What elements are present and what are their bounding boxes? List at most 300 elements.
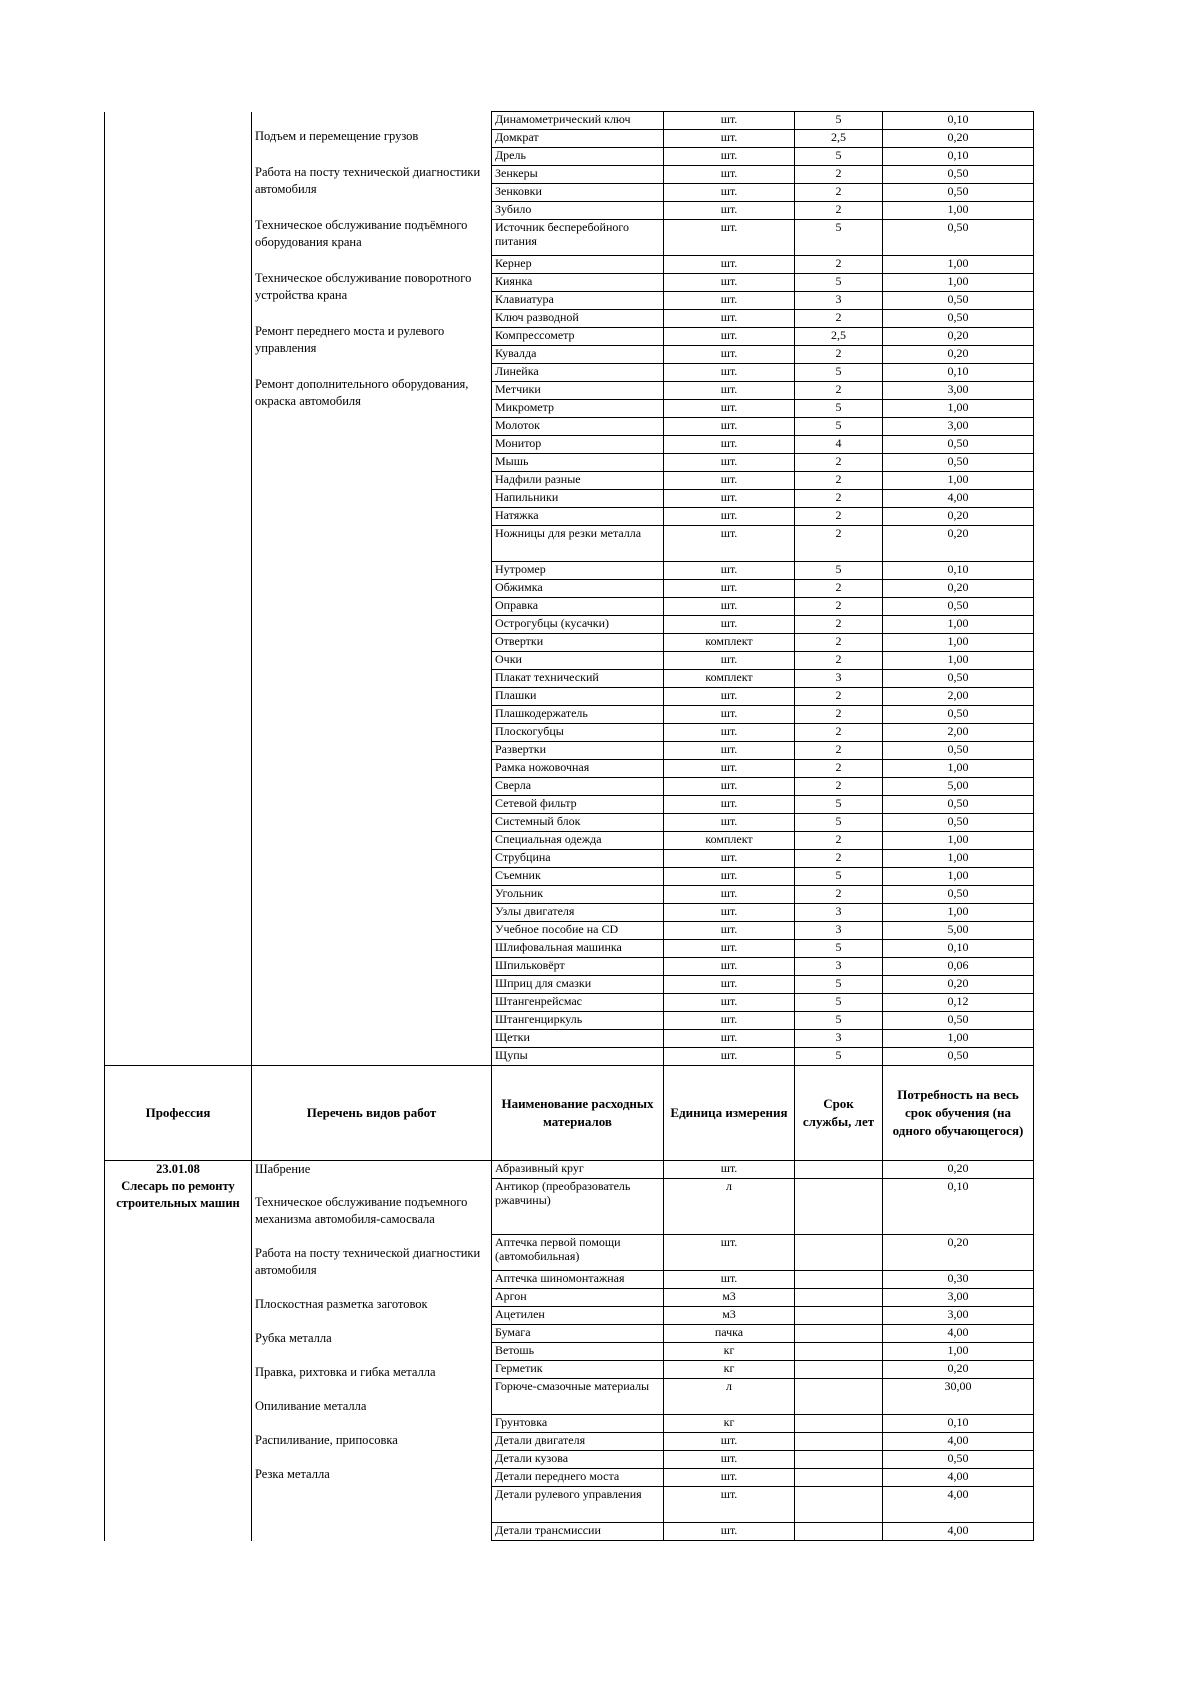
- item-life: 2: [795, 166, 883, 184]
- item-need: 0,10: [883, 1415, 1034, 1433]
- item-need: 1,00: [883, 256, 1034, 274]
- work-type-item: Опиливание металла: [255, 1399, 367, 1413]
- item-need: 0,50: [883, 1012, 1034, 1030]
- item-unit: шт.: [664, 508, 795, 526]
- item-need: 0,20: [883, 328, 1034, 346]
- item-need: 0,50: [883, 292, 1034, 310]
- item-need: 0,50: [883, 1451, 1034, 1469]
- item-unit: комплект: [664, 832, 795, 850]
- item-life: [795, 1289, 883, 1307]
- item-unit: комплект: [664, 634, 795, 652]
- item-life: 3: [795, 1030, 883, 1048]
- item-life: [795, 1179, 883, 1235]
- item-need: 1,00: [883, 850, 1034, 868]
- item-unit: шт.: [664, 814, 795, 832]
- work-type-item: Техническое обслуживание подъёмного оборудования крана: [255, 217, 468, 249]
- item-unit: шт.: [664, 940, 795, 958]
- item-life: [795, 1361, 883, 1379]
- document-page: [104, 111, 1033, 1541]
- item-name: Домкрат: [492, 130, 664, 148]
- item-need: 3,00: [883, 1289, 1034, 1307]
- item-need: 4,00: [883, 1523, 1034, 1541]
- item-need: 0,10: [883, 940, 1034, 958]
- item-life: 2: [795, 688, 883, 706]
- item-unit: шт.: [664, 328, 795, 346]
- item-life: 2: [795, 598, 883, 616]
- work-type-item: Резка металла: [255, 1467, 330, 1481]
- item-name: Системный блок: [492, 814, 664, 832]
- item-life: 5: [795, 220, 883, 256]
- item-need: 1,00: [883, 1030, 1034, 1048]
- item-name: Детали переднего моста: [492, 1469, 664, 1487]
- item-name: Ножницы для резки металла: [492, 526, 664, 562]
- header-unit: Единица измерения: [664, 1066, 795, 1161]
- item-need: 3,00: [883, 382, 1034, 400]
- item-need: 1,00: [883, 202, 1034, 220]
- item-name: Развертки: [492, 742, 664, 760]
- item-life: [795, 1379, 883, 1415]
- work-type-item: Ремонт переднего моста и рулевого управления: [255, 323, 445, 355]
- item-name: Горюче-смазочные материалы: [492, 1379, 664, 1415]
- item-need: 1,00: [883, 274, 1034, 292]
- item-life: 2: [795, 724, 883, 742]
- item-unit: кг: [664, 1415, 795, 1433]
- work-type-item: Шабрение: [255, 1162, 311, 1176]
- item-need: 0,50: [883, 670, 1034, 688]
- item-unit: шт.: [664, 472, 795, 490]
- item-need: 0,06: [883, 958, 1034, 976]
- item-need: 0,50: [883, 1048, 1034, 1066]
- work-type-item: Работа на посту технической диагностики автомобиля: [255, 164, 481, 196]
- item-unit: шт.: [664, 760, 795, 778]
- item-need: 0,50: [883, 436, 1034, 454]
- item-need: 1,00: [883, 400, 1034, 418]
- item-life: 5: [795, 112, 883, 130]
- item-life: 5: [795, 976, 883, 994]
- item-life: 3: [795, 670, 883, 688]
- item-life: [795, 1415, 883, 1433]
- item-life: 2: [795, 256, 883, 274]
- item-unit: шт.: [664, 1271, 795, 1289]
- item-name: Обжимка: [492, 580, 664, 598]
- item-need: 0,12: [883, 994, 1034, 1012]
- item-unit: шт.: [664, 904, 795, 922]
- item-life: 3: [795, 958, 883, 976]
- item-life: 2: [795, 454, 883, 472]
- item-name: Штангенрейсмас: [492, 994, 664, 1012]
- item-life: [795, 1343, 883, 1361]
- item-life: [795, 1161, 883, 1179]
- item-need: 0,50: [883, 166, 1034, 184]
- item-life: 5: [795, 1012, 883, 1030]
- item-name: Шлифовальная машинка: [492, 940, 664, 958]
- item-name: Щупы: [492, 1048, 664, 1066]
- item-unit: шт.: [664, 274, 795, 292]
- item-name: Детали трансмиссии: [492, 1523, 664, 1541]
- header-life: Срок службы, лет: [795, 1066, 883, 1161]
- item-life: 5: [795, 418, 883, 436]
- item-name: Кернер: [492, 256, 664, 274]
- item-name: Зенкеры: [492, 166, 664, 184]
- item-unit: шт.: [664, 1451, 795, 1469]
- item-need: 2,00: [883, 688, 1034, 706]
- item-need: 0,20: [883, 580, 1034, 598]
- item-name: Сверла: [492, 778, 664, 796]
- item-name: Антикор (преобразователь ржавчины): [492, 1179, 664, 1235]
- item-need: 0,10: [883, 1179, 1034, 1235]
- item-name: Щетки: [492, 1030, 664, 1048]
- item-need: 0,20: [883, 1235, 1034, 1271]
- item-unit: шт.: [664, 1161, 795, 1179]
- item-life: 2: [795, 310, 883, 328]
- item-life: 5: [795, 364, 883, 382]
- item-unit: шт.: [664, 454, 795, 472]
- item-name: Зубило: [492, 202, 664, 220]
- item-name: Рамка ножовочная: [492, 760, 664, 778]
- item-unit: шт.: [664, 778, 795, 796]
- item-life: 2: [795, 580, 883, 598]
- work-type-item: Техническое обслуживание подъемного механизма автомобиля-самосвала: [255, 1195, 468, 1226]
- item-life: 2: [795, 184, 883, 202]
- item-unit: шт.: [664, 202, 795, 220]
- item-unit: шт.: [664, 490, 795, 508]
- item-name: Метчики: [492, 382, 664, 400]
- tools-table: [104, 111, 1034, 1066]
- item-unit: шт.: [664, 886, 795, 904]
- item-name: Узлы двигателя: [492, 904, 664, 922]
- item-name: Линейка: [492, 364, 664, 382]
- item-unit: шт.: [664, 850, 795, 868]
- item-unit: шт.: [664, 436, 795, 454]
- item-need: 0,50: [883, 598, 1034, 616]
- item-need: 1,00: [883, 472, 1034, 490]
- work-type-item: Рубка металла: [255, 1331, 332, 1345]
- work-type-item: Правка, рихтовка и гибка металла: [255, 1365, 436, 1379]
- item-need: 0,30: [883, 1271, 1034, 1289]
- item-name: Натяжка: [492, 508, 664, 526]
- item-unit: шт.: [664, 580, 795, 598]
- table-header-row: [105, 1066, 1034, 1161]
- profession-code: 23.01.08: [156, 1162, 200, 1176]
- item-need: 3,00: [883, 1307, 1034, 1325]
- item-name: Микрометр: [492, 400, 664, 418]
- item-name: Плашки: [492, 688, 664, 706]
- item-life: 2: [795, 886, 883, 904]
- item-unit: шт.: [664, 1048, 795, 1066]
- item-life: 5: [795, 868, 883, 886]
- item-unit: шт.: [664, 706, 795, 724]
- item-unit: шт.: [664, 166, 795, 184]
- item-unit: шт.: [664, 724, 795, 742]
- item-unit: шт.: [664, 562, 795, 580]
- item-need: 1,00: [883, 832, 1034, 850]
- item-need: 0,20: [883, 346, 1034, 364]
- item-name: Грунтовка: [492, 1415, 664, 1433]
- item-need: 0,50: [883, 796, 1034, 814]
- work-type-item: Распиливание, припосовка: [255, 1433, 398, 1447]
- item-life: 2: [795, 346, 883, 364]
- item-life: 2: [795, 832, 883, 850]
- item-name: Аргон: [492, 1289, 664, 1307]
- item-need: 0,20: [883, 526, 1034, 562]
- item-unit: шт.: [664, 796, 795, 814]
- item-life: [795, 1433, 883, 1451]
- item-name: Ацетилен: [492, 1307, 664, 1325]
- item-life: 3: [795, 922, 883, 940]
- item-life: [795, 1271, 883, 1289]
- item-need: 4,00: [883, 1433, 1034, 1451]
- item-life: [795, 1451, 883, 1469]
- item-life: 5: [795, 562, 883, 580]
- item-unit: шт.: [664, 382, 795, 400]
- item-unit: шт.: [664, 868, 795, 886]
- item-name: Детали рулевого управления: [492, 1487, 664, 1523]
- item-name: Учебное пособие на CD: [492, 922, 664, 940]
- item-name: Клавиатура: [492, 292, 664, 310]
- item-life: 2: [795, 760, 883, 778]
- item-unit: шт.: [664, 148, 795, 166]
- item-life: 5: [795, 796, 883, 814]
- item-need: 0,50: [883, 706, 1034, 724]
- item-name: Оправка: [492, 598, 664, 616]
- item-name: Очки: [492, 652, 664, 670]
- item-need: 0,20: [883, 976, 1034, 994]
- item-name: Плакат технический: [492, 670, 664, 688]
- item-need: 0,20: [883, 1161, 1034, 1179]
- item-life: 5: [795, 1048, 883, 1066]
- item-life: 5: [795, 940, 883, 958]
- item-unit: шт.: [664, 598, 795, 616]
- item-unit: шт.: [664, 292, 795, 310]
- item-unit: шт.: [664, 346, 795, 364]
- item-life: 5: [795, 148, 883, 166]
- item-life: 3: [795, 292, 883, 310]
- item-life: 2: [795, 526, 883, 562]
- item-life: 5: [795, 274, 883, 292]
- profession-name: Слесарь по ремонту строительных машин: [116, 1179, 240, 1210]
- item-life: 2: [795, 472, 883, 490]
- item-unit: шт.: [664, 922, 795, 940]
- header-profession: Профессия: [105, 1066, 252, 1161]
- item-name: Шприц для смазки: [492, 976, 664, 994]
- item-name: Съемник: [492, 868, 664, 886]
- item-need: 1,00: [883, 904, 1034, 922]
- item-need: 0,10: [883, 112, 1034, 130]
- item-need: 1,00: [883, 1343, 1034, 1361]
- item-life: 2: [795, 490, 883, 508]
- item-unit: шт.: [664, 688, 795, 706]
- item-unit: м3: [664, 1289, 795, 1307]
- item-life: 2: [795, 742, 883, 760]
- work-types-cell: [252, 112, 492, 1066]
- item-need: 4,00: [883, 1469, 1034, 1487]
- item-need: 5,00: [883, 778, 1034, 796]
- item-name: Киянка: [492, 274, 664, 292]
- item-name: Источник бесперебойного питания: [492, 220, 664, 256]
- item-name: Штангенциркуль: [492, 1012, 664, 1030]
- item-need: 0,50: [883, 220, 1034, 256]
- item-unit: л: [664, 1379, 795, 1415]
- header-work-list: Перечень видов работ: [252, 1066, 492, 1161]
- item-unit: пачка: [664, 1325, 795, 1343]
- item-unit: шт.: [664, 958, 795, 976]
- item-life: 2,5: [795, 328, 883, 346]
- item-need: 1,00: [883, 868, 1034, 886]
- item-life: [795, 1523, 883, 1541]
- item-need: 0,10: [883, 364, 1034, 382]
- item-need: 0,50: [883, 454, 1034, 472]
- item-unit: шт.: [664, 364, 795, 382]
- item-unit: шт.: [664, 400, 795, 418]
- item-name: Монитор: [492, 436, 664, 454]
- item-need: 0,20: [883, 1361, 1034, 1379]
- work-type-item: Подъем и перемещение грузов: [255, 128, 419, 143]
- item-need: 4,00: [883, 490, 1034, 508]
- item-need: 0,50: [883, 814, 1034, 832]
- item-unit: шт.: [664, 1523, 795, 1541]
- item-need: 5,00: [883, 922, 1034, 940]
- item-need: 1,00: [883, 616, 1034, 634]
- item-unit: кг: [664, 1361, 795, 1379]
- item-name: Аптечка шиномонтажная: [492, 1271, 664, 1289]
- item-unit: шт.: [664, 1469, 795, 1487]
- profession-cell: [105, 112, 252, 1066]
- item-name: Надфили разные: [492, 472, 664, 490]
- item-life: [795, 1307, 883, 1325]
- item-life: 2: [795, 616, 883, 634]
- item-life: 3: [795, 904, 883, 922]
- item-unit: шт.: [664, 976, 795, 994]
- work-types-cell: [252, 1161, 492, 1541]
- item-name: Сетевой фильтр: [492, 796, 664, 814]
- item-unit: шт.: [664, 994, 795, 1012]
- item-name: Струбцина: [492, 850, 664, 868]
- table-row: [105, 112, 1034, 130]
- item-name: Угольник: [492, 886, 664, 904]
- item-unit: шт.: [664, 256, 795, 274]
- item-unit: шт.: [664, 1433, 795, 1451]
- item-name: Мышь: [492, 454, 664, 472]
- item-life: [795, 1469, 883, 1487]
- item-need: 30,00: [883, 1379, 1034, 1415]
- item-need: 0,20: [883, 130, 1034, 148]
- item-life: 2: [795, 634, 883, 652]
- item-name: Бумага: [492, 1325, 664, 1343]
- item-life: 2: [795, 778, 883, 796]
- item-need: 0,50: [883, 184, 1034, 202]
- item-name: Напильники: [492, 490, 664, 508]
- item-name: Нутромер: [492, 562, 664, 580]
- item-unit: шт.: [664, 1487, 795, 1523]
- item-life: 2: [795, 202, 883, 220]
- item-unit: шт.: [664, 112, 795, 130]
- item-name: Компрессометр: [492, 328, 664, 346]
- item-name: Острогубцы (кусачки): [492, 616, 664, 634]
- item-need: 0,50: [883, 742, 1034, 760]
- work-type-item: Техническое обслуживание поворотного устройства крана: [255, 270, 472, 302]
- item-life: 2,5: [795, 130, 883, 148]
- item-unit: м3: [664, 1307, 795, 1325]
- item-life: [795, 1487, 883, 1523]
- item-unit: шт.: [664, 130, 795, 148]
- item-life: 2: [795, 382, 883, 400]
- item-life: 5: [795, 814, 883, 832]
- materials-table: [104, 1065, 1034, 1541]
- item-name: Зенковки: [492, 184, 664, 202]
- work-type-item: Плоскостная разметка заготовок: [255, 1297, 428, 1311]
- item-need: 1,00: [883, 652, 1034, 670]
- table-row: [105, 1161, 1034, 1179]
- item-name: Шпильковёрт: [492, 958, 664, 976]
- item-name: Ветошь: [492, 1343, 664, 1361]
- item-name: Кувалда: [492, 346, 664, 364]
- item-life: [795, 1235, 883, 1271]
- item-unit: комплект: [664, 670, 795, 688]
- item-unit: шт.: [664, 652, 795, 670]
- item-unit: шт.: [664, 1030, 795, 1048]
- item-unit: шт.: [664, 1012, 795, 1030]
- profession-cell: [105, 1161, 252, 1541]
- item-name: Аптечка первой помощи (автомобильная): [492, 1235, 664, 1271]
- work-type-item: Работа на посту технической диагностики автомобиля: [255, 1246, 481, 1277]
- item-name: Детали двигателя: [492, 1433, 664, 1451]
- item-unit: л: [664, 1179, 795, 1235]
- item-unit: шт.: [664, 616, 795, 634]
- item-life: 2: [795, 706, 883, 724]
- item-unit: шт.: [664, 526, 795, 562]
- item-name: Герметик: [492, 1361, 664, 1379]
- item-life: [795, 1325, 883, 1343]
- item-life: 5: [795, 994, 883, 1012]
- item-need: 3,00: [883, 418, 1034, 436]
- header-need: Потребность на весь срок обучения (на одного обучающегося): [883, 1066, 1034, 1161]
- item-unit: шт.: [664, 742, 795, 760]
- item-name: Детали кузова: [492, 1451, 664, 1469]
- item-need: 0,10: [883, 562, 1034, 580]
- item-name: Абразивный круг: [492, 1161, 664, 1179]
- item-unit: шт.: [664, 310, 795, 328]
- item-life: 4: [795, 436, 883, 454]
- header-materials: Наименование расходных материалов: [492, 1066, 664, 1161]
- item-need: 1,00: [883, 760, 1034, 778]
- item-life: 2: [795, 652, 883, 670]
- item-name: Плоскогубцы: [492, 724, 664, 742]
- item-name: Плашкодержатель: [492, 706, 664, 724]
- item-name: Динамометрический ключ: [492, 112, 664, 130]
- item-life: 2: [795, 850, 883, 868]
- item-unit: шт.: [664, 418, 795, 436]
- item-name: Молоток: [492, 418, 664, 436]
- item-need: 0,10: [883, 148, 1034, 166]
- item-need: 4,00: [883, 1325, 1034, 1343]
- work-type-item: Ремонт дополнительного оборудования, окраска автомобиля: [255, 376, 469, 408]
- item-unit: шт.: [664, 1235, 795, 1271]
- item-need: 2,00: [883, 724, 1034, 742]
- item-name: Отвертки: [492, 634, 664, 652]
- item-unit: шт.: [664, 220, 795, 256]
- item-need: 0,20: [883, 508, 1034, 526]
- item-name: Ключ разводной: [492, 310, 664, 328]
- item-need: 4,00: [883, 1487, 1034, 1523]
- item-life: 2: [795, 508, 883, 526]
- item-name: Дрель: [492, 148, 664, 166]
- item-need: 0,50: [883, 886, 1034, 904]
- item-unit: шт.: [664, 184, 795, 202]
- item-unit: кг: [664, 1343, 795, 1361]
- item-life: 5: [795, 400, 883, 418]
- item-name: Специальная одежда: [492, 832, 664, 850]
- item-need: 1,00: [883, 634, 1034, 652]
